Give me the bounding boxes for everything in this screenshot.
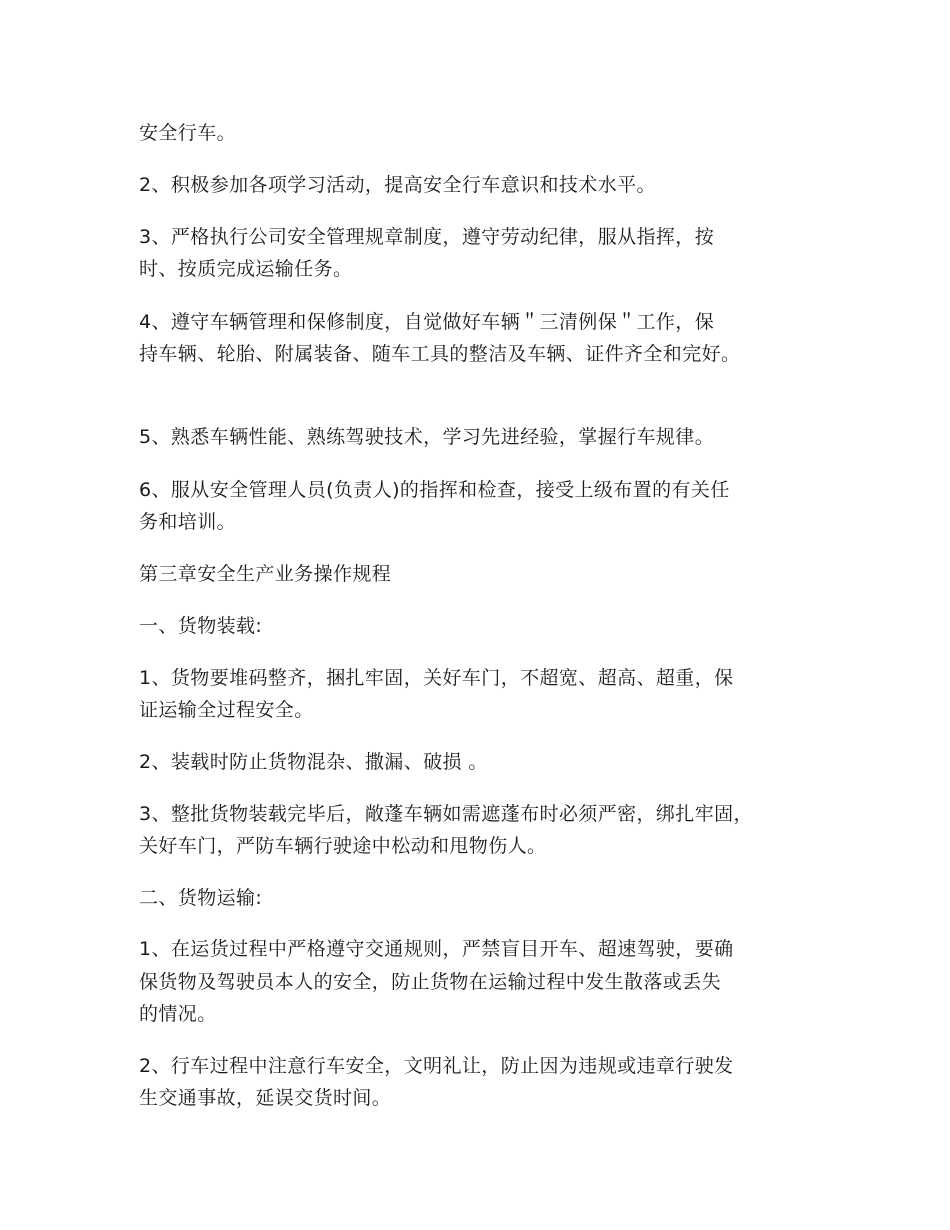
text-line: 关好车门，严防车辆行驶途中松动和甩物伤人。 [139, 835, 547, 857]
text-line: 1、货物要堆码整齐，捆扎牢固，关好车门，不超宽、超高、超重，保 [139, 667, 734, 689]
text-line: 安全行车。 [139, 122, 237, 144]
text-line: 保货物及驾驶员本人的安全，防止货物在运输过程中发生散落或丢失 [139, 971, 722, 993]
text-line: 5、熟悉车辆性能、熟练驾驶技术，学习先进经验，掌握行车规律。 [139, 426, 715, 448]
text-line: 2、行车过程中注意行车安全，文明礼让，防止因为违规或违章行驶发 [139, 1055, 734, 1077]
text-line: 3、整批货物装载完毕后，敞蓬车辆如需遮蓬布时必须严密，绑扎牢固， [139, 803, 753, 825]
text-line: 1、在运货过程中严格遵守交通规则，严禁盲目开车、超速驾驶，要确 [139, 938, 734, 960]
text-line: 时、按质完成运输任务。 [139, 258, 353, 280]
text-line: 6、服从安全管理人员(负责人)的指挥和检查，接受上级布置的有关任 [139, 479, 730, 501]
text-line: 务和培训。 [139, 511, 237, 533]
text-line: 2、装载时防止货物混杂、撒漏、破损 。 [139, 751, 488, 773]
text-line: 证运输全过程安全。 [139, 699, 314, 721]
section-heading: 第三章安全生产业务操作规程 [139, 563, 392, 585]
text-line: 的情况。 [139, 1003, 217, 1025]
subsection-heading: 一、货物装载: [139, 615, 263, 637]
text-line: 生交通事故，延误交货时间。 [139, 1087, 392, 1109]
text-line: 持车辆、轮胎、附属装备、随车工具的整洁及车辆、证件齐全和完好。 [139, 343, 741, 365]
text-line: 2、积极参加各项学习活动，提高安全行车意识和技术水平。 [139, 174, 656, 196]
subsection-heading: 二、货物运输: [139, 887, 263, 909]
text-line: 3、严格执行公司安全管理规章制度，遵守劳动纪律，服从指挥，按 [139, 226, 715, 248]
text-line: 4、遵守车辆管理和保修制度，自觉做好车辆＂三清例保＂工作，保 [139, 311, 715, 333]
